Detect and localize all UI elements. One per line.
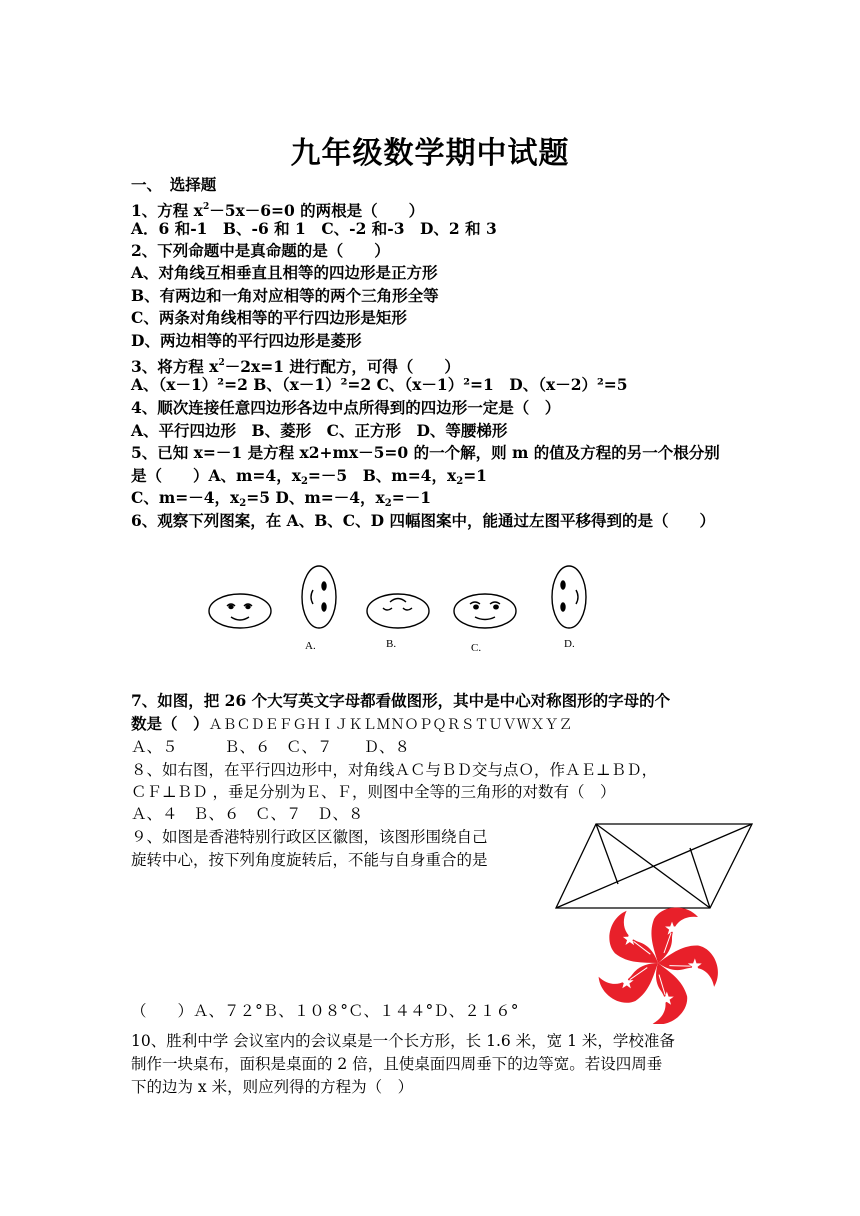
question-6: 6、观察下列图案，在 A、B、C、D 四幅图案中，能通过左图平移得到的是（ ） [131,511,715,530]
question-8-options: Ａ、４ Ｂ、６ Ｃ、７ Ｄ、８ [131,805,364,823]
question-4: 4、顺次连接任意四边形各边中点所得到的四边形一定是（ ） [131,398,561,417]
question-10-line-3: 下的边为 x 米，则应列得的方程为（ ） [131,1078,414,1096]
question-7-line-1: 7、如图，把 26 个大写英文字母都看做图形，其中是中心对称图形的字母的个 [131,691,671,710]
option-c-label: C. [471,642,482,654]
question-9-line-1: ９、如图是香港特别行政区区徽图，该图形围绕自己 [131,828,488,846]
question-10-line-1: 10、胜利中学 会议室内的会议桌是一个长方形，长 1.6 米，宽 1 米，学校准备 [131,1032,675,1050]
question-5-line-2: 是（ ）A、m=4，$x_2=-5$ B、m=4，$x_2=1$ [131,466,487,487]
section-heading: 一、 选择题 [131,175,217,194]
question-2-option-b: B、有两边和一角对应相等的两个三角形全等 [131,286,439,305]
question-3-options: A、（x－1）²=2 B、（x－1）²=2 C、（x－1）²=1 D、（x－2）²=5 [131,375,628,394]
question-7-options: Ａ、５ Ｂ、６ Ｃ、７ Ｄ、８ [131,738,411,756]
question-5-line-3: C、m=－4，$x_2=5$ D、m=－4，$x_2=-1$ [131,488,432,509]
faces-figure [200,560,600,660]
question-10-line-2: 制作一块桌布，面积是桌面的 2 倍，且使桌面四周垂下的边等宽。若设四周垂 [131,1055,663,1073]
option-d-label: D. [564,638,575,650]
face-option-b [367,594,429,628]
question-3: 3、将方程 $x^2-2x=1$ 进行配方，可得（ ） [131,357,460,376]
question-1: 1、方程 $x^2-5x-6=0$ 的两根是（ ） [131,201,425,220]
face-option-c [454,594,516,628]
question-2-option-c: C、两条对角线相等的平行四边形是矩形 [131,308,407,327]
option-b-label: B. [386,638,397,650]
question-8-line-1: ８、如右图，在平行四边形中，对角线ＡＣ与ＢＤ交与点Ｏ，作ＡＥ⊥ＢＤ， [131,761,658,779]
question-7-line-2: 数是（ ）ＡＢＣＤＥＦＧＨＩＪＫＬＭＮＯＰＱＲＳＴＵＶＷＸＹＺ [131,714,573,733]
question-5-line-1: 5、已知 x=－1 是方程 x2+mx－5=0 的一个解，则 m 的值及方程的另一个根分别 [131,443,720,462]
face-option-a [302,566,336,628]
face-option-d [552,566,586,628]
question-9-line-2: 旋转中心，按下列角度旋转后，不能与自身重合的是 [131,851,488,869]
face-original [209,594,271,628]
option-a-label: A. [305,640,316,652]
question-4-options: A、平行四边形 B、菱形 C、正方形 D、等腰梯形 [131,421,508,440]
page-title: 九年级数学期中试题 [290,136,570,171]
parallelogram-figure [552,820,756,912]
question-1-options: A．6 和-1 B、-6 和 1 C、-2 和-3 D、2 和 3 [131,219,497,238]
bauhinia-emblem [582,902,734,1024]
question-2-option-d: D、两边相等的平行四边形是菱形 [131,331,362,350]
question-2: 2、下列命题中是真命题的是（ ） [131,241,390,260]
question-9-options: （ ）Ａ、７２°Ｂ、１０８°Ｃ、１４４°Ｄ、２１６° [131,1002,519,1020]
question-8-line-2: ＣＦ⊥ＢＤ ，垂足分别为Ｅ、Ｆ，则图中全等的三角形的对数有（ ） [131,783,616,801]
question-2-option-a: A、对角线互相垂直且相等的四边形是正方形 [131,263,438,282]
